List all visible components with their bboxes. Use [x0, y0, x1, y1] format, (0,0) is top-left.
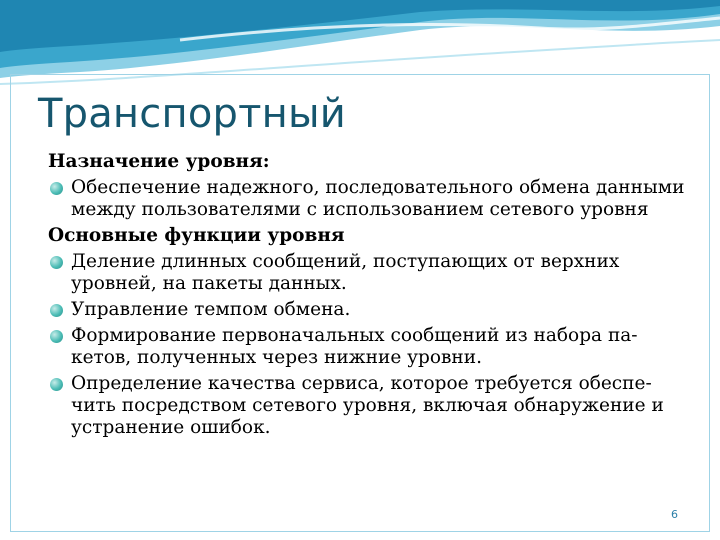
bullet-icon — [50, 256, 63, 269]
list-item — [48, 251, 688, 295]
list-item-text: Обеспечение надежного, последовательного обмена данными между пользователями с использованием сетевого уровня — [71, 177, 685, 220]
functions-list — [48, 251, 688, 439]
bullet-icon — [50, 182, 63, 195]
list-item — [48, 177, 688, 221]
list-item — [48, 373, 688, 439]
slide-title: Транспортный — [38, 91, 346, 137]
purpose-list — [48, 177, 688, 221]
list-item — [48, 325, 688, 369]
bullet-icon — [50, 378, 63, 391]
page-number: 6 — [671, 508, 678, 521]
list-item — [48, 299, 688, 321]
slide-content — [48, 151, 688, 443]
list-item-text: Управление темпом обмена. — [71, 299, 351, 320]
section-heading-functions: Основные функции уровня — [48, 225, 345, 246]
section-heading-purpose: Назначение уровня: — [48, 151, 270, 172]
list-item-text: Определение качества сервиса, которое требуется обеспе-чить посредством сетевого уровня, включая обнаружение и устранение ошибок. — [71, 373, 664, 438]
bullet-icon — [50, 330, 63, 343]
bullet-icon — [50, 304, 63, 317]
list-item-text: Формирование первоначальных сообщений из набора па-кетов, полученных через нижние уровни. — [71, 325, 638, 368]
list-item-text: Деление длинных сообщений, поступающих от верхних уровней, на пакеты данных. — [71, 251, 620, 294]
